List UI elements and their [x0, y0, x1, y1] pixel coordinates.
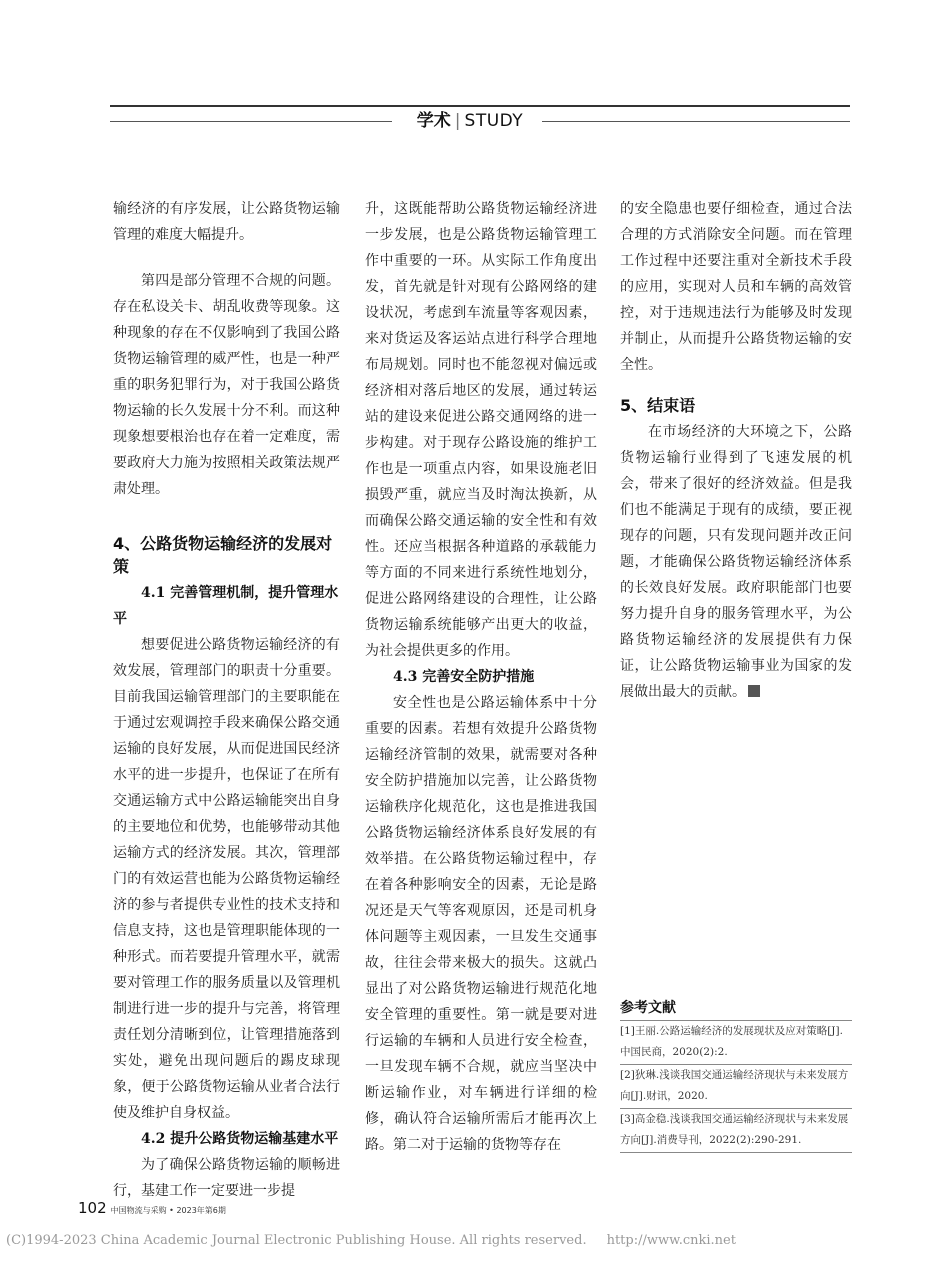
text-column-1 — [113, 196, 340, 1204]
paragraph: 第四是部分管理不合规的问题。存在私设关卡、胡乱收费等现象。这种现象的存在不仅影响到了我国公路货物运输管理的威严性，也是一种严重的职务犯罪行为，对于我国公路货物运输的长久发展十分不利。而这种现象想要根治也存在着一定难度，需要政府大力施为按照相关政策法规严肃处理。 — [113, 273, 340, 497]
reference-item: [1]王丽.公路运输经济的发展现状及应对策略[J].中国民商，2020(2):2. — [620, 1020, 852, 1064]
section-label-en: STUDY — [464, 111, 524, 131]
text-column-3 — [620, 196, 852, 705]
paragraph: 为了确保公路货物运输的顺畅进行，基建工作一定要进一步提 — [113, 1157, 340, 1199]
paragraph — [620, 419, 852, 705]
section-label — [405, 110, 535, 132]
references-title: 参考文献 — [620, 1000, 676, 1016]
text-column-2 — [365, 196, 597, 1158]
subsection-heading-4-1: 4.1 完善管理机制，提升管理水平 — [113, 585, 339, 627]
section-heading-4: 4、公路货物运输经济的发展对策 — [113, 534, 333, 576]
paragraph: 想要促进公路货物运输经济的有效发展，管理部门的职责十分重要。目前我国运输管理部门的主要职能在于通过宏观调控手段来确保公路交通运输的良好发展，从而促进国民经济水平的进一步提升，也保证了在所有交通运输方式中公路运输能突出自身的主要地位和优势，也能够带动其他运输方式的经济发展。其次，管理部门的有效运营也能为公路货物运输经济的参与者提供专业性的技术支持和信息支持，这也是管理职能体现的一种形式。而若要提升管理水平，就需要对管理工作的服务质量以及管理机制进行进一步的提升与完善，将管理责任划分清晰到位，让管理措施落到实处，避免出现问题后的踢皮球现象，便于公路货物运输从业者合法行使及维护自身权益。 — [113, 637, 340, 1121]
header-rule-right — [542, 121, 850, 122]
references — [620, 998, 852, 1153]
end-of-article-icon — [748, 685, 760, 697]
copyright-line — [6, 1233, 946, 1248]
page-number: 102 — [78, 1199, 107, 1217]
page-footer — [78, 1198, 226, 1217]
paragraph: 安全性也是公路运输体系中十分重要的因素。若想有效提升公路货物运输经济管制的效果，就需要对各种安全防护措施加以完善，让公路货物运输秩序化规范化，这也是推进我国公路货物运输经济体系良好发展的有效举措。在公路货物运输过程中，存在着各种影响安全的因素，无论是路况还是天气等客观原因，还是司机身体问题等主观因素，一旦发生交通事故，往往会带来极大的损失。这就凸显出了对公路货物运输进行规范化地安全管理的重要性。第一就是要对进行运输的车辆和人员进行安全检查，一旦发现车辆不合规，就应当坚决中断运输作业，对车辆进行详细的检修，确认符合运输所需后才能再次上路。第二对于运输的货物等存在 — [365, 695, 597, 1153]
paragraph: 升，这既能帮助公路货物运输经济进一步发展，也是公路货物运输管理工作中重要的一环。从实际工作角度出发，首先就是针对现有公路网络的建设状况，考虑到车流量等客观因素，来对货运及客运站点进行科学合理地布局规划。同时也不能忽视对偏远或经济相对落后地区的发展，通过转运站的建设来促进公路交通网络的进一步构建。对于现存公路设施的维护工作也是一项重点内容，如果设施老旧损毁严重，就应当及时淘汰换新，从而确保公路交通运输的安全性和有效性。还应当根据各种道路的承载能力等方面的不同来进行系统性地划分，促进公路网络建设的合理性，让公路货物运输系统能够产出更大的收益，为社会提供更多的作用。 — [365, 201, 597, 659]
top-rule — [110, 105, 850, 107]
section-heading-5: 5、结束语 — [620, 396, 696, 415]
reference-item: [2]狄琳.浅谈我国交通运输经济现状与未来发展方向[J].财讯，2020. — [620, 1064, 852, 1108]
section-label-cn: 学术 — [416, 111, 451, 131]
paragraph: 输经济的有序发展，让公路货物运输管理的难度大幅提升。 — [113, 201, 340, 243]
copyright-url: http://www.cnki.net — [606, 1233, 736, 1248]
journal-info: 中国物流与采购 • 2023年第6期 — [110, 1206, 226, 1215]
paragraph: 的安全隐患也要仔细检查，通过合法合理的方式消除安全问题。而在管理工作过程中还要注重对全新技术手段的应用，实现对人员和车辆的高效管控，对于违规违法行为能够及时发现并制止，从而提升公路货物运输的安全性。 — [620, 201, 852, 373]
section-label-separator: | — [454, 111, 461, 131]
reference-item: [3]高金稳.浅谈我国交通运输经济现状与未来发展方向[J].消费导刊，2022(2):290-291. — [620, 1108, 852, 1153]
running-header — [110, 110, 850, 132]
subsection-heading-4-3: 4.3 完善安全防护措施 — [393, 669, 535, 685]
header-rule-left — [110, 121, 392, 122]
copyright-text: (C)1994-2023 China Academic Journal Electronic Publishing House. All rights reserved. — [6, 1233, 587, 1248]
subsection-heading-4-2: 4.2 提升公路货物运输基建水平 — [141, 1131, 339, 1147]
conclusion-text: 在市场经济的大环境之下，公路货物运输行业得到了飞速发展的机会，带来了很好的经济效益。但是我们也不能满足于现有的成绩，要正视现存的问题，只有发现问题并改正问题，才能确保公路货物运输经济体系的长效良好发展。政府职能部门也要努力提升自身的服务管理水平，为公路货物运输经济的发展提供有力保证，让公路货物运输事业为国家的发展做出最大的贡献。 — [620, 424, 852, 700]
